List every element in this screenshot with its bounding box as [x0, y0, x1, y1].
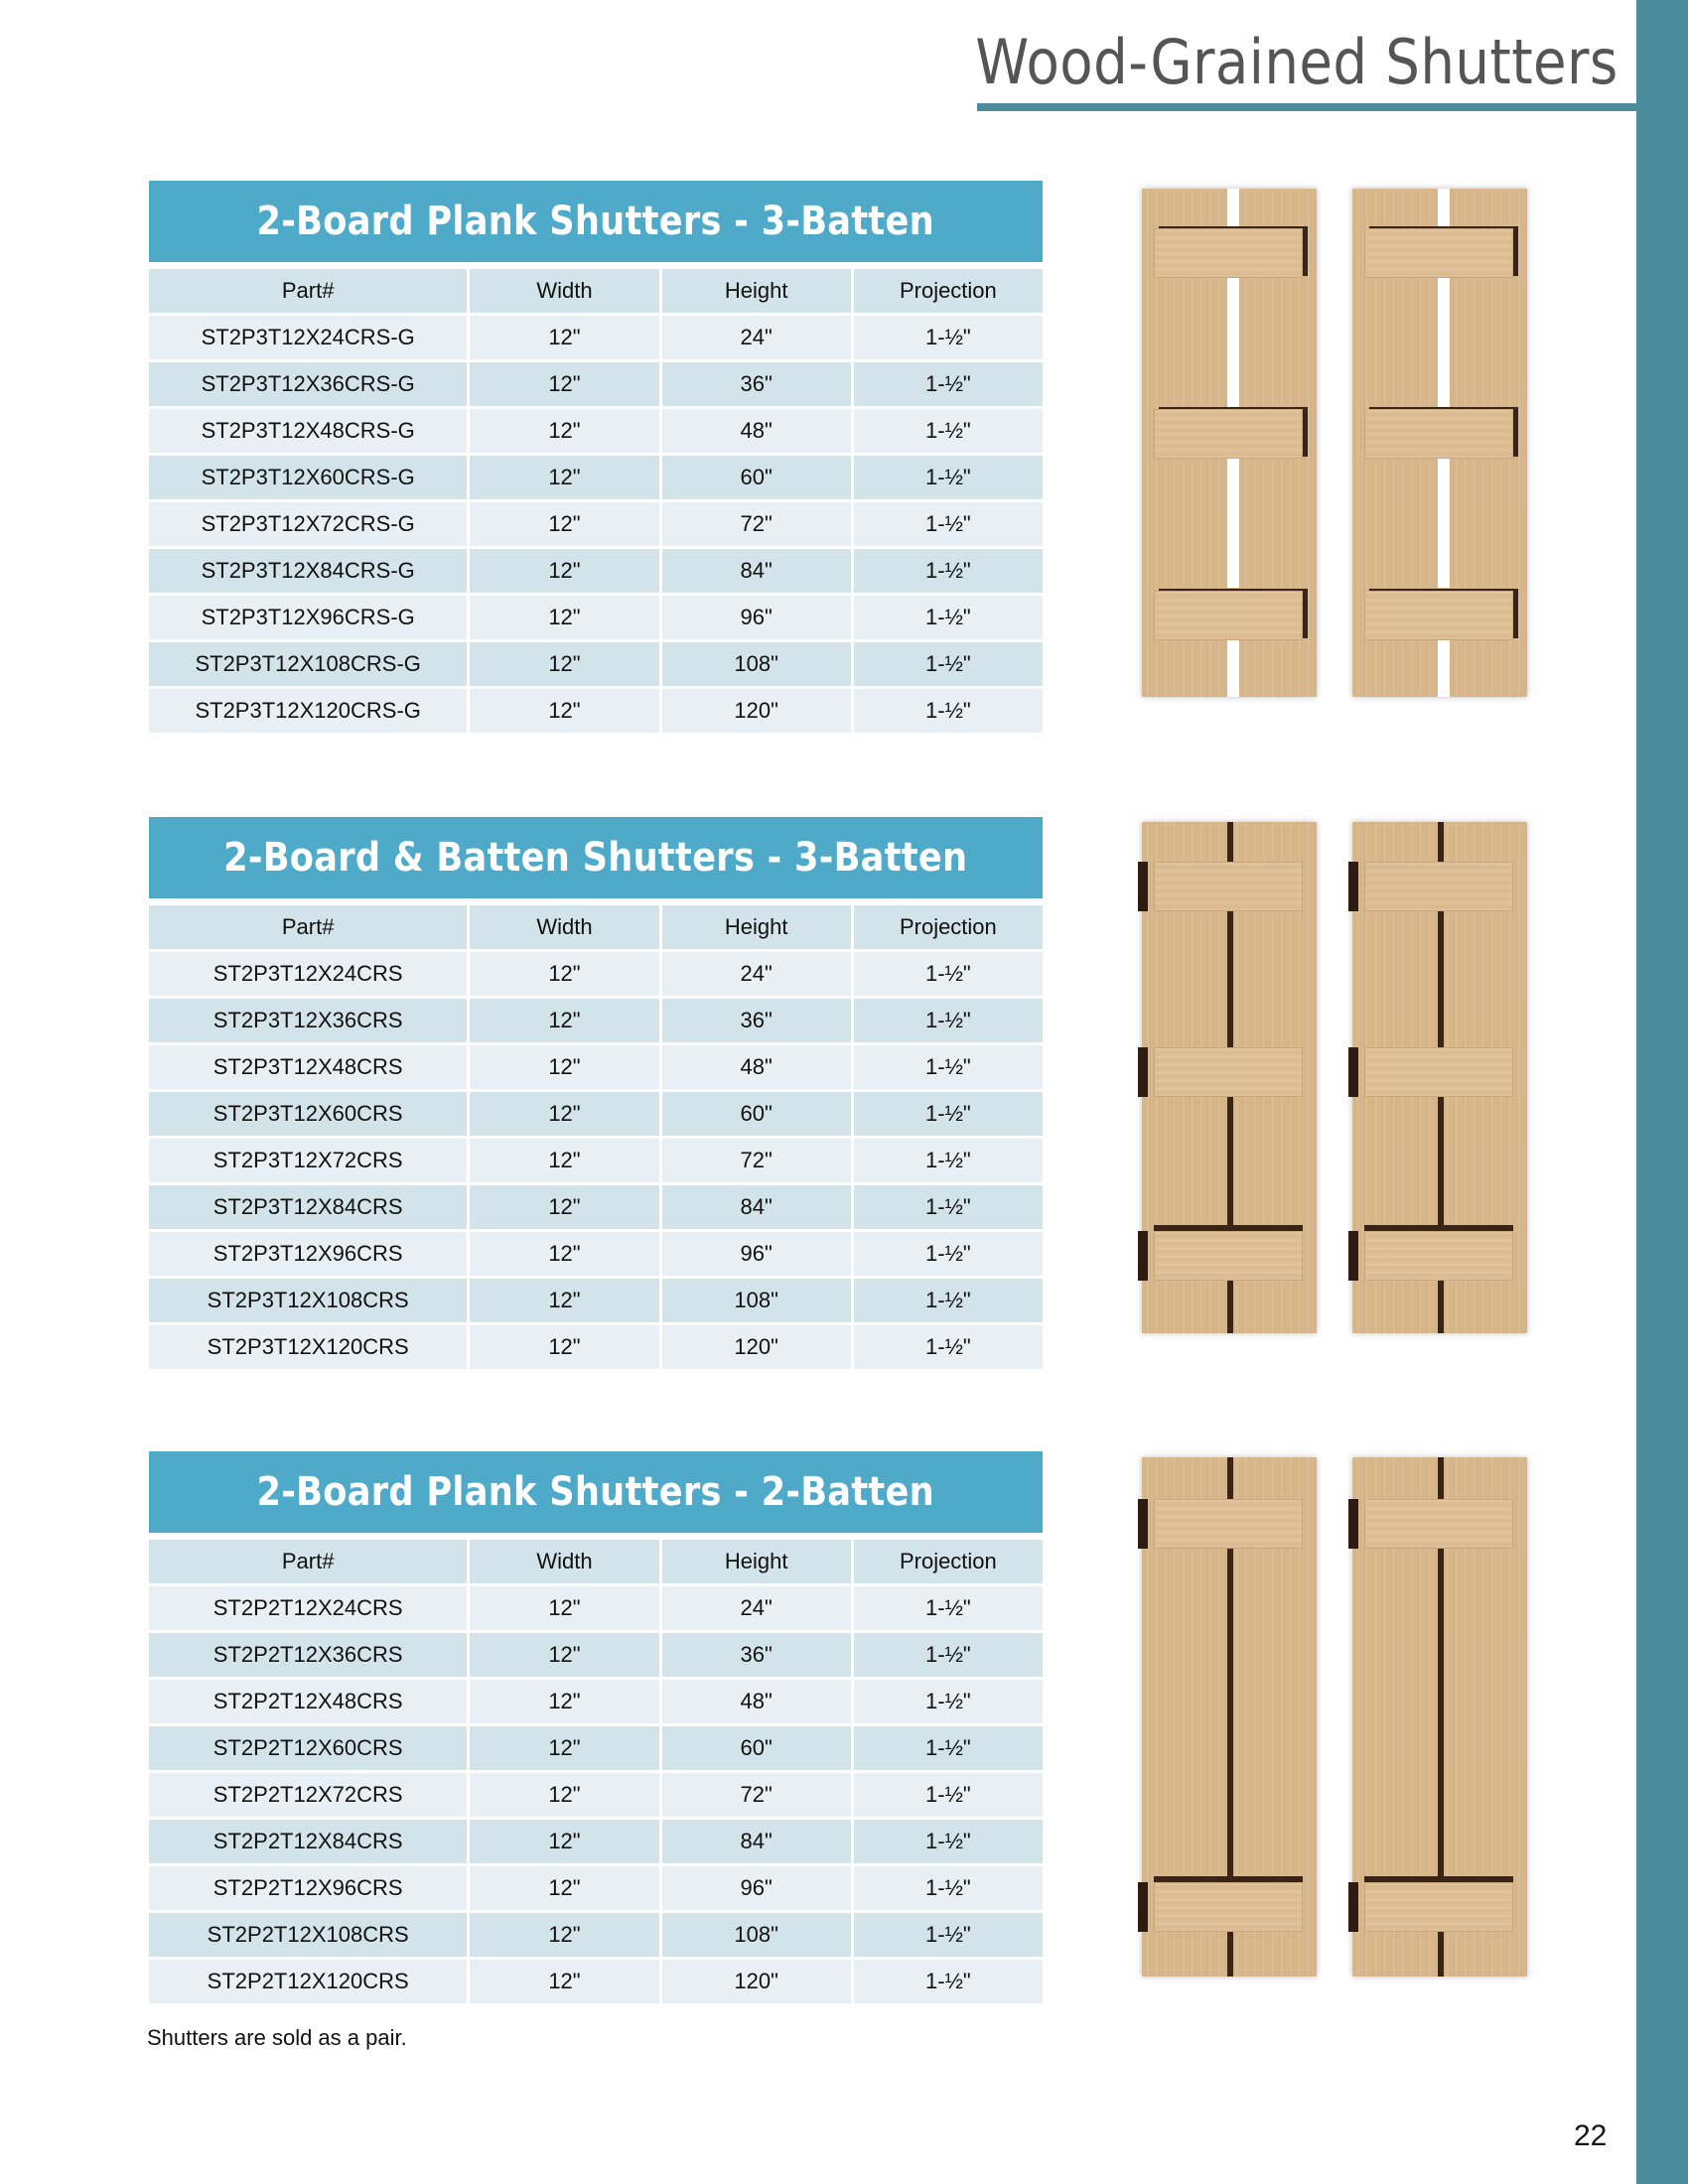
cell-width: 12"	[470, 1139, 658, 1182]
cell-height: 84"	[662, 1820, 851, 1863]
cell-part: ST2P2T12X36CRS	[149, 1633, 467, 1677]
cell-part: ST2P3T12X84CRS	[149, 1185, 467, 1229]
cell-height: 84"	[662, 1185, 851, 1229]
table-row	[149, 1820, 1043, 1863]
table-row	[149, 1726, 1043, 1770]
cell-height: 24"	[662, 316, 851, 359]
shutter-right	[1352, 1457, 1527, 1977]
section-title: 2-Board Plank Shutters - 3-Batten	[149, 181, 1043, 262]
cell-width: 12"	[470, 1680, 658, 1723]
cell-projection: 1-½"	[854, 1820, 1043, 1863]
table-row	[149, 549, 1043, 593]
table-row	[149, 1185, 1043, 1229]
cell-projection: 1-½"	[854, 1773, 1043, 1817]
cell-part: ST2P2T12X60CRS	[149, 1726, 467, 1770]
section-board-batten-3-batten	[149, 817, 1043, 1372]
cell-height: 108"	[662, 1279, 851, 1322]
cell-projection: 1-½"	[854, 456, 1043, 499]
cell-part: ST2P2T12X48CRS	[149, 1680, 467, 1723]
table-row	[149, 596, 1043, 639]
cell-width: 12"	[470, 549, 658, 593]
cell-projection: 1-½"	[854, 1279, 1043, 1322]
shutter-left	[1142, 822, 1317, 1333]
cell-projection: 1-½"	[854, 409, 1043, 453]
cell-width: 12"	[470, 316, 658, 359]
col-header-width: Width	[470, 269, 658, 313]
col-header-width: Width	[470, 1540, 658, 1583]
cell-height: 60"	[662, 1726, 851, 1770]
batten	[1364, 862, 1513, 911]
cell-part: ST2P3T12X108CRS-G	[149, 642, 467, 686]
hinge-icon	[1138, 1882, 1148, 1932]
table-row	[149, 999, 1043, 1042]
batten	[1154, 862, 1303, 911]
cell-projection: 1-½"	[854, 642, 1043, 686]
table-row	[149, 502, 1043, 546]
cell-part: ST2P2T12X24CRS	[149, 1586, 467, 1630]
cell-projection: 1-½"	[854, 1325, 1043, 1369]
section-title: 2-Board & Batten Shutters - 3-Batten	[149, 817, 1043, 898]
hinge-icon	[1138, 1231, 1148, 1281]
table-row	[149, 409, 1043, 453]
table-row	[149, 316, 1043, 359]
cell-height: 96"	[662, 1232, 851, 1276]
table-row	[149, 1960, 1043, 2003]
cell-width: 12"	[470, 456, 658, 499]
table-row	[149, 1773, 1043, 1817]
cell-height: 84"	[662, 549, 851, 593]
section-plank-2-batten	[149, 1451, 1043, 2006]
cell-width: 12"	[470, 1913, 658, 1957]
table-row	[149, 1680, 1043, 1723]
batten	[1154, 228, 1303, 278]
table-row	[149, 642, 1043, 686]
cell-height: 36"	[662, 362, 851, 406]
hinge-icon	[1348, 1047, 1358, 1097]
batten	[1364, 409, 1513, 459]
batten	[1364, 591, 1513, 640]
cell-height: 72"	[662, 1139, 851, 1182]
batten	[1364, 1047, 1513, 1097]
cell-height: 72"	[662, 502, 851, 546]
cell-projection: 1-½"	[854, 1232, 1043, 1276]
cell-width: 12"	[470, 1325, 658, 1369]
cell-part: ST2P3T12X96CRS-G	[149, 596, 467, 639]
table-row	[149, 1866, 1043, 1910]
cell-projection: 1-½"	[854, 1185, 1043, 1229]
shutter-image-board-batten-3-batten	[1142, 822, 1539, 1333]
pair-note: Shutters are sold as a pair.	[147, 2025, 407, 2050]
col-header-height: Height	[662, 269, 851, 313]
cell-width: 12"	[470, 1279, 658, 1322]
cell-projection: 1-½"	[854, 1092, 1043, 1136]
table-row	[149, 1633, 1043, 1677]
cell-part: ST2P3T12X120CRS-G	[149, 689, 467, 733]
cell-part: ST2P3T12X108CRS	[149, 1279, 467, 1322]
cell-part: ST2P3T12X60CRS	[149, 1092, 467, 1136]
cell-projection: 1-½"	[854, 1633, 1043, 1677]
cell-part: ST2P2T12X72CRS	[149, 1773, 467, 1817]
cell-projection: 1-½"	[854, 689, 1043, 733]
batten	[1364, 1231, 1513, 1281]
cell-width: 12"	[470, 1866, 658, 1910]
cell-part: ST2P3T12X24CRS	[149, 952, 467, 996]
cell-width: 12"	[470, 1960, 658, 2003]
batten	[1154, 1231, 1303, 1281]
batten	[1364, 1882, 1513, 1932]
hinge-icon	[1348, 1231, 1358, 1281]
cell-part: ST2P3T12X36CRS	[149, 999, 467, 1042]
cell-part: ST2P3T12X72CRS-G	[149, 502, 467, 546]
side-accent-bar	[1636, 0, 1688, 2184]
parts-table	[146, 902, 1046, 1372]
cell-projection: 1-½"	[854, 1139, 1043, 1182]
batten	[1154, 591, 1303, 640]
page-number: 22	[1574, 2119, 1608, 2152]
section-plank-3-batten	[149, 181, 1043, 736]
table-row	[149, 1232, 1043, 1276]
cell-width: 12"	[470, 689, 658, 733]
batten	[1364, 1499, 1513, 1549]
cell-part: ST2P3T12X84CRS-G	[149, 549, 467, 593]
cell-projection: 1-½"	[854, 362, 1043, 406]
cell-part: ST2P3T12X48CRS	[149, 1045, 467, 1089]
cell-projection: 1-½"	[854, 1913, 1043, 1957]
hinge-icon	[1138, 1499, 1148, 1549]
cell-width: 12"	[470, 409, 658, 453]
cell-height: 60"	[662, 1092, 851, 1136]
col-header-part: Part#	[149, 269, 467, 313]
cell-part: ST2P3T12X72CRS	[149, 1139, 467, 1182]
cell-part: ST2P2T12X108CRS	[149, 1913, 467, 1957]
batten	[1154, 409, 1303, 459]
shutter-left	[1142, 1457, 1317, 1977]
table-row	[149, 362, 1043, 406]
cell-height: 72"	[662, 1773, 851, 1817]
batten	[1154, 1882, 1303, 1932]
cell-width: 12"	[470, 1773, 658, 1817]
cell-width: 12"	[470, 999, 658, 1042]
cell-part: ST2P2T12X96CRS	[149, 1866, 467, 1910]
shutter-right	[1352, 822, 1527, 1333]
cell-height: 120"	[662, 1325, 851, 1369]
cell-height: 48"	[662, 1045, 851, 1089]
cell-height: 48"	[662, 1680, 851, 1723]
batten	[1154, 1499, 1303, 1549]
cell-projection: 1-½"	[854, 952, 1043, 996]
cell-part: ST2P3T12X96CRS	[149, 1232, 467, 1276]
shutter-image-plank-2-batten	[1142, 1457, 1539, 1977]
cell-width: 12"	[470, 502, 658, 546]
cell-width: 12"	[470, 952, 658, 996]
cell-projection: 1-½"	[854, 999, 1043, 1042]
col-header-projection: Projection	[854, 905, 1043, 949]
table-row	[149, 689, 1043, 733]
cell-height: 24"	[662, 1586, 851, 1630]
cell-height: 108"	[662, 1913, 851, 1957]
cell-width: 12"	[470, 1586, 658, 1630]
hinge-icon	[1138, 862, 1148, 911]
col-header-width: Width	[470, 905, 658, 949]
cell-projection: 1-½"	[854, 1045, 1043, 1089]
table-row	[149, 456, 1043, 499]
parts-table	[146, 1537, 1046, 2006]
cell-part: ST2P2T12X120CRS	[149, 1960, 467, 2003]
cell-height: 120"	[662, 1960, 851, 2003]
table-row	[149, 1586, 1043, 1630]
cell-height: 96"	[662, 596, 851, 639]
cell-projection: 1-½"	[854, 1866, 1043, 1910]
table-row	[149, 1279, 1043, 1322]
table-row	[149, 1092, 1043, 1136]
page-title: Wood-Grained Shutters	[975, 26, 1618, 98]
cell-width: 12"	[470, 1633, 658, 1677]
cell-height: 36"	[662, 1633, 851, 1677]
cell-part: ST2P3T12X36CRS-G	[149, 362, 467, 406]
cell-width: 12"	[470, 596, 658, 639]
cell-projection: 1-½"	[854, 1586, 1043, 1630]
hinge-icon	[1138, 1047, 1148, 1097]
col-header-part: Part#	[149, 905, 467, 949]
table-row	[149, 1325, 1043, 1369]
cell-projection: 1-½"	[854, 1726, 1043, 1770]
table-row	[149, 1913, 1043, 1957]
cell-projection: 1-½"	[854, 1680, 1043, 1723]
cell-width: 12"	[470, 1185, 658, 1229]
cell-projection: 1-½"	[854, 502, 1043, 546]
cell-width: 12"	[470, 1092, 658, 1136]
cell-height: 60"	[662, 456, 851, 499]
cell-height: 96"	[662, 1866, 851, 1910]
cell-width: 12"	[470, 1726, 658, 1770]
col-header-height: Height	[662, 1540, 851, 1583]
hinge-icon	[1348, 1499, 1358, 1549]
batten	[1364, 228, 1513, 278]
col-header-height: Height	[662, 905, 851, 949]
title-underline	[977, 103, 1636, 111]
cell-part: ST2P3T12X24CRS-G	[149, 316, 467, 359]
parts-table	[146, 266, 1046, 736]
cell-width: 12"	[470, 642, 658, 686]
cell-width: 12"	[470, 1232, 658, 1276]
cell-projection: 1-½"	[854, 1960, 1043, 2003]
shutter-left	[1142, 189, 1317, 697]
col-header-projection: Projection	[854, 269, 1043, 313]
cell-projection: 1-½"	[854, 549, 1043, 593]
table-row	[149, 1139, 1043, 1182]
cell-part: ST2P3T12X48CRS-G	[149, 409, 467, 453]
cell-part: ST2P3T12X60CRS-G	[149, 456, 467, 499]
cell-projection: 1-½"	[854, 596, 1043, 639]
col-header-part: Part#	[149, 1540, 467, 1583]
cell-height: 36"	[662, 999, 851, 1042]
cell-part: ST2P2T12X84CRS	[149, 1820, 467, 1863]
cell-projection: 1-½"	[854, 316, 1043, 359]
cell-height: 120"	[662, 689, 851, 733]
cell-width: 12"	[470, 1820, 658, 1863]
cell-height: 108"	[662, 642, 851, 686]
section-title: 2-Board Plank Shutters - 2-Batten	[149, 1451, 1043, 1533]
cell-width: 12"	[470, 1045, 658, 1089]
shutter-image-plank-3-batten	[1142, 189, 1539, 697]
cell-width: 12"	[470, 362, 658, 406]
shutter-right	[1352, 189, 1527, 697]
cell-part: ST2P3T12X120CRS	[149, 1325, 467, 1369]
table-row	[149, 952, 1043, 996]
table-row	[149, 1045, 1043, 1089]
col-header-projection: Projection	[854, 1540, 1043, 1583]
cell-height: 24"	[662, 952, 851, 996]
batten	[1154, 1047, 1303, 1097]
cell-height: 48"	[662, 409, 851, 453]
hinge-icon	[1348, 1882, 1358, 1932]
hinge-icon	[1348, 862, 1358, 911]
